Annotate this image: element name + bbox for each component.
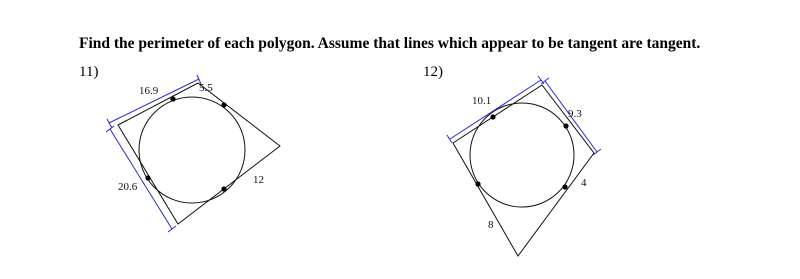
figure-12 — [447, 76, 601, 256]
problem-number-11: 11) — [79, 64, 99, 80]
figure-11-tangent-point-left — [145, 175, 150, 180]
figure-12-label-top-right-segment: 9.3 — [568, 108, 582, 120]
figure-12-dimension-tick — [447, 135, 452, 143]
problem-number-12: 12) — [423, 64, 443, 80]
figure-11-label-bottom-right-segment: 12 — [253, 174, 264, 186]
figure-12-dimension-line-top — [450, 80, 541, 139]
figure-11-dimension-tick — [168, 226, 176, 232]
figure-11-label-top-left-segment: 16.9 — [139, 85, 159, 97]
figure-11-label-left-side: 20.6 — [118, 181, 138, 193]
figure-11 — [106, 75, 280, 232]
figure-11-inscribed-circle — [139, 97, 245, 203]
figure-11-dimension-tick — [106, 126, 114, 132]
figure-12-tangent-point-left — [475, 181, 480, 186]
figure-12-label-bottom-right-segment: 4 — [581, 177, 587, 189]
figure-11-label-top-right-segment: 5.5 — [199, 82, 213, 94]
figure-11-dimension-line-left — [110, 129, 172, 229]
figure-11-dimension-tick — [107, 119, 112, 128]
figure-12-dimension-tick — [593, 149, 601, 155]
figure-12-inscribed-circle — [470, 103, 574, 207]
figure-12-tangent-point-bottom — [562, 184, 567, 189]
figure-12-tangent-point-right — [563, 123, 568, 128]
figure-11-tangent-point-right — [221, 102, 226, 107]
instructions-heading: Find the perimeter of each polygon. Assume that lines which appear to be tangent are tangent. — [79, 35, 701, 52]
figure-12-tangent-point-top — [490, 114, 495, 119]
figure-11-tangent-point-top — [170, 96, 175, 101]
figure-12-label-bottom-left-segment: 8 — [488, 219, 494, 231]
figure-11-tangent-point-bottom — [221, 186, 226, 191]
figure-12-label-top-left-segment: 10.1 — [472, 95, 492, 107]
